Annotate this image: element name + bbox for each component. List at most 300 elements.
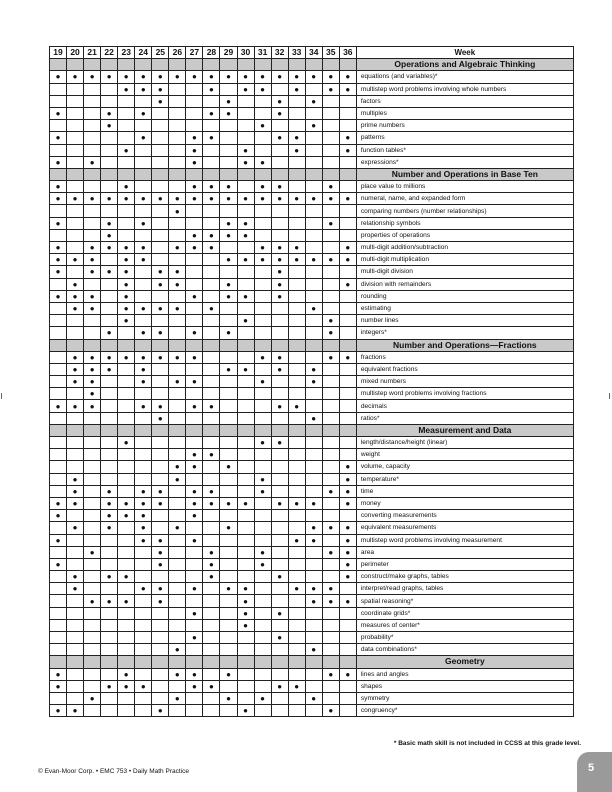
week-cell — [322, 571, 339, 583]
dot-mark: ● — [277, 633, 283, 643]
week-cell — [254, 156, 271, 168]
dot-mark: ● — [277, 608, 283, 618]
dot-mark: ● — [209, 109, 214, 119]
week-cell — [50, 473, 67, 485]
dot-mark: ● — [140, 511, 146, 521]
week-cell — [169, 193, 186, 205]
week-cell — [186, 376, 203, 388]
week-cell — [288, 363, 305, 375]
week-cell — [152, 363, 169, 375]
skill-row — [50, 632, 574, 644]
week-cell — [84, 327, 101, 339]
week-cell — [152, 558, 169, 570]
week-cell — [237, 302, 254, 314]
dot-mark: ● — [106, 121, 112, 131]
week-cell — [135, 376, 152, 388]
section-shade-cell — [118, 59, 135, 71]
week-cell — [152, 71, 169, 83]
dot-mark: ● — [55, 267, 61, 277]
week-cell — [67, 412, 84, 424]
week-cell — [101, 95, 118, 107]
week-cell — [50, 229, 67, 241]
week-cell — [50, 242, 67, 254]
dot-mark: ● — [328, 328, 334, 338]
week-cell — [135, 327, 152, 339]
section-shade-cell — [305, 656, 322, 668]
week-cell — [50, 351, 67, 363]
week-cell — [118, 607, 135, 619]
skill-row — [50, 193, 574, 205]
dot-mark: ● — [157, 96, 163, 106]
week-cell — [101, 595, 118, 607]
week-cell — [322, 546, 339, 558]
week-cell — [220, 619, 237, 631]
week-cell — [135, 461, 152, 473]
dot-mark: ● — [72, 572, 78, 582]
week-cell — [288, 632, 305, 644]
week-cell — [135, 595, 152, 607]
week-cell — [67, 351, 84, 363]
week-cell — [271, 327, 288, 339]
section-shade-cell — [135, 656, 152, 668]
skill-label: congruency* — [356, 705, 573, 717]
week-cell — [135, 254, 152, 266]
week-cell — [203, 558, 220, 570]
skill-row — [50, 363, 574, 375]
week-cell — [305, 388, 322, 400]
week-cell — [186, 680, 203, 692]
week-cell — [254, 327, 271, 339]
week-cell — [339, 107, 356, 119]
dot-mark: ● — [294, 84, 300, 94]
week-cell — [305, 583, 322, 595]
dot-mark: ● — [191, 72, 197, 82]
section-shade-cell — [322, 339, 339, 351]
week-cell — [220, 644, 237, 656]
section-shade-cell — [101, 656, 118, 668]
week-cell — [101, 619, 118, 631]
week-cell — [220, 217, 237, 229]
dot-mark: ● — [191, 182, 197, 192]
week-cell — [84, 571, 101, 583]
section-shade-cell — [186, 59, 203, 71]
week-cell — [186, 107, 203, 119]
week-cell — [50, 388, 67, 400]
section-shade-cell — [203, 339, 220, 351]
week-cell — [135, 144, 152, 156]
dot-mark: ● — [89, 694, 95, 704]
dot-mark: ● — [311, 413, 317, 423]
week-cell — [67, 363, 84, 375]
week-cell — [203, 388, 220, 400]
week-cell — [220, 107, 237, 119]
week-cell — [186, 571, 203, 583]
week-cell — [271, 315, 288, 327]
section-shade-cell — [169, 168, 186, 180]
section-shade-cell — [101, 339, 118, 351]
week-cell — [254, 522, 271, 534]
dot-mark: ● — [55, 133, 61, 143]
week-cell — [118, 692, 135, 704]
week-cell — [220, 193, 237, 205]
section-shade-cell — [203, 168, 220, 180]
week-cell — [135, 583, 152, 595]
dot-mark: ● — [277, 194, 283, 204]
dot-mark: ● — [260, 438, 265, 448]
dot-mark: ● — [294, 535, 300, 545]
week-cell — [288, 449, 305, 461]
week-cell — [118, 461, 135, 473]
week-cell — [101, 376, 118, 388]
skill-row — [50, 242, 574, 254]
week-cell — [186, 363, 203, 375]
week-cell — [50, 363, 67, 375]
week-cell — [305, 83, 322, 95]
week-cell — [169, 229, 186, 241]
week-cell — [135, 497, 152, 509]
week-cell — [322, 497, 339, 509]
dot-mark: ● — [191, 243, 197, 253]
week-cell — [152, 254, 169, 266]
dot-mark: ● — [277, 364, 283, 374]
week-cell — [67, 595, 84, 607]
week-cell — [169, 242, 186, 254]
skill-row — [50, 668, 574, 680]
week-cell — [50, 692, 67, 704]
skill-row — [50, 107, 574, 119]
week-cell — [322, 132, 339, 144]
week-cell — [50, 290, 67, 302]
dot-mark: ● — [123, 669, 129, 679]
week-cell — [288, 522, 305, 534]
week-cell — [186, 327, 203, 339]
week-cell — [339, 193, 356, 205]
week-cell — [67, 205, 84, 217]
section-shade-cell — [271, 168, 288, 180]
week-cell — [101, 644, 118, 656]
week-cell — [339, 351, 356, 363]
dot-mark: ● — [106, 267, 112, 277]
week-cell — [67, 95, 84, 107]
week-cell — [152, 242, 169, 254]
week-cell — [118, 254, 135, 266]
dot-mark: ● — [123, 352, 129, 362]
week-cell — [339, 217, 356, 229]
dot-mark: ● — [209, 72, 214, 82]
week-cell — [50, 71, 67, 83]
week-cell — [203, 315, 220, 327]
skill-row — [50, 95, 574, 107]
dot-mark: ● — [294, 584, 300, 594]
section-header-row — [50, 168, 574, 180]
dot-mark: ● — [89, 291, 95, 301]
dot-mark: ● — [328, 255, 334, 265]
week-cell — [101, 680, 118, 692]
week-cell — [339, 266, 356, 278]
week-cell — [135, 351, 152, 363]
week-cell — [50, 632, 67, 644]
dot-mark: ● — [243, 194, 248, 204]
week-cell — [237, 583, 254, 595]
dot-mark: ● — [157, 401, 163, 411]
dot-mark: ● — [328, 194, 334, 204]
dot-mark: ● — [294, 72, 300, 82]
section-shade-cell — [203, 424, 220, 436]
dot-mark: ● — [123, 316, 129, 326]
dot-mark: ● — [328, 84, 334, 94]
week-cell — [322, 290, 339, 302]
week-cell — [288, 266, 305, 278]
dot-mark: ● — [89, 389, 95, 399]
week-cell — [271, 546, 288, 558]
week-cell — [271, 497, 288, 509]
week-cell — [101, 71, 118, 83]
week-cell — [220, 278, 237, 290]
dot-mark: ● — [311, 304, 317, 314]
dot-mark: ● — [140, 584, 146, 594]
week-cell — [135, 363, 152, 375]
dot-mark: ● — [345, 133, 351, 143]
week-cell — [135, 449, 152, 461]
week-cell — [271, 583, 288, 595]
dot-mark: ● — [294, 133, 300, 143]
skill-label: interpret/read graphs, tables — [356, 583, 573, 595]
week-cell — [271, 205, 288, 217]
week-cell — [203, 205, 220, 217]
skill-row — [50, 546, 574, 558]
week-cell — [50, 266, 67, 278]
week-cell — [305, 144, 322, 156]
week-cell — [203, 254, 220, 266]
week-cell — [254, 583, 271, 595]
week-cell — [322, 644, 339, 656]
week-cell — [186, 497, 203, 509]
week-cell — [118, 668, 135, 680]
week-cell — [135, 156, 152, 168]
skill-label: temperature* — [356, 473, 573, 485]
skill-row — [50, 132, 574, 144]
dot-mark: ● — [174, 243, 180, 253]
week-cell — [271, 278, 288, 290]
dot-mark: ● — [191, 499, 197, 509]
skill-label: patterns — [356, 132, 573, 144]
section-shade-cell — [305, 168, 322, 180]
week-cell — [152, 132, 169, 144]
week-cell — [67, 71, 84, 83]
week-cell — [67, 217, 84, 229]
week-cell — [50, 400, 67, 412]
week-cell — [118, 558, 135, 570]
dot-mark: ● — [243, 157, 248, 167]
dot-mark: ● — [55, 157, 61, 167]
week-cell — [237, 437, 254, 449]
dot-mark: ● — [106, 72, 112, 82]
week-cell — [50, 607, 67, 619]
week-cell — [288, 120, 305, 132]
week-cell — [118, 680, 135, 692]
week-cell — [288, 692, 305, 704]
week-cell — [322, 619, 339, 631]
week-cell — [135, 619, 152, 631]
section-title: Operations and Algebraic Thinking — [356, 59, 573, 71]
week-cell — [339, 534, 356, 546]
skill-label: properties of operations — [356, 229, 573, 241]
week-cell — [339, 229, 356, 241]
week-cell — [220, 266, 237, 278]
week-cell — [203, 229, 220, 241]
week-cell — [322, 473, 339, 485]
week-cell — [322, 156, 339, 168]
skill-row — [50, 205, 574, 217]
week-cell — [101, 400, 118, 412]
week-cell — [271, 619, 288, 631]
dot-mark: ● — [106, 230, 112, 240]
week-cell — [322, 558, 339, 570]
week-cell — [237, 412, 254, 424]
dot-mark: ● — [123, 145, 129, 155]
dot-mark: ● — [174, 377, 180, 387]
section-shade-cell — [220, 656, 237, 668]
week-cell — [186, 290, 203, 302]
week-cell — [288, 497, 305, 509]
week-cell — [305, 668, 322, 680]
dot-mark: ● — [55, 109, 61, 119]
dot-mark: ● — [157, 706, 163, 716]
week-cell — [135, 558, 152, 570]
week-cell — [271, 95, 288, 107]
week-cell — [50, 107, 67, 119]
dot-mark: ● — [174, 694, 180, 704]
week-cell — [288, 461, 305, 473]
week-cell — [169, 95, 186, 107]
dot-mark: ● — [209, 547, 214, 557]
dot-mark: ● — [311, 72, 317, 82]
week-cell — [305, 205, 322, 217]
skill-label: multistep word problems involving fractions — [356, 388, 573, 400]
week-cell — [220, 388, 237, 400]
dot-mark: ● — [140, 535, 146, 545]
section-shade-cell — [101, 424, 118, 436]
week-cell — [237, 144, 254, 156]
week-cell — [220, 302, 237, 314]
week-cell — [152, 388, 169, 400]
week-cell — [237, 619, 254, 631]
week-cell — [50, 558, 67, 570]
dot-mark: ● — [345, 72, 351, 82]
week-cell — [101, 388, 118, 400]
week-cell — [220, 254, 237, 266]
dot-mark: ● — [89, 364, 95, 374]
dot-mark: ● — [191, 669, 197, 679]
week-cell — [271, 290, 288, 302]
week-cell — [67, 437, 84, 449]
dot-mark: ● — [209, 486, 214, 496]
dot-mark: ● — [226, 194, 231, 204]
section-shade-cell — [254, 656, 271, 668]
week-cell — [203, 363, 220, 375]
week-cell — [169, 156, 186, 168]
dot-mark: ● — [311, 377, 317, 387]
week-cell — [288, 595, 305, 607]
week-cell — [169, 583, 186, 595]
section-shade-cell — [220, 59, 237, 71]
dot-mark: ● — [243, 608, 248, 618]
week-cell — [84, 412, 101, 424]
dot-mark: ● — [243, 230, 248, 240]
week-cell — [152, 497, 169, 509]
week-cell — [220, 534, 237, 546]
week-cell — [237, 242, 254, 254]
week-cell — [220, 120, 237, 132]
dot-mark: ● — [328, 72, 334, 82]
week-cell — [288, 510, 305, 522]
week-number: 33 — [288, 47, 305, 59]
week-cell — [50, 571, 67, 583]
week-cell — [339, 583, 356, 595]
dot-mark: ● — [140, 681, 146, 691]
week-cell — [322, 71, 339, 83]
week-cell — [169, 473, 186, 485]
section-shade-cell — [254, 59, 271, 71]
section-shade-cell — [254, 424, 271, 436]
week-cell — [288, 327, 305, 339]
week-cell — [339, 705, 356, 717]
week-cell — [271, 229, 288, 241]
week-cell — [118, 485, 135, 497]
week-cell — [237, 193, 254, 205]
week-cell — [288, 144, 305, 156]
week-cell — [322, 181, 339, 193]
week-cell — [67, 107, 84, 119]
week-cell — [84, 290, 101, 302]
week-cell — [118, 632, 135, 644]
week-cell — [288, 302, 305, 314]
week-cell — [152, 278, 169, 290]
dot-mark: ● — [226, 218, 231, 228]
skill-row — [50, 400, 574, 412]
skill-row — [50, 83, 574, 95]
section-shade-cell — [322, 656, 339, 668]
week-cell — [50, 534, 67, 546]
week-number: 26 — [169, 47, 186, 59]
section-shade-cell — [237, 168, 254, 180]
week-cell — [220, 595, 237, 607]
week-cell — [237, 644, 254, 656]
week-cell — [101, 485, 118, 497]
week-cell — [203, 351, 220, 363]
week-cell — [101, 668, 118, 680]
section-shade-cell — [339, 59, 356, 71]
week-cell — [50, 546, 67, 558]
skill-label: volume, capacity — [356, 461, 573, 473]
week-cell — [339, 242, 356, 254]
week-cell — [220, 205, 237, 217]
dot-mark: ● — [328, 218, 334, 228]
week-cell — [152, 632, 169, 644]
dot-mark: ● — [277, 267, 283, 277]
week-cell — [339, 205, 356, 217]
skill-row — [50, 437, 574, 449]
week-cell — [152, 583, 169, 595]
week-cell — [237, 632, 254, 644]
skill-row — [50, 534, 574, 546]
dot-mark: ● — [243, 255, 248, 265]
week-cell — [135, 107, 152, 119]
week-cell — [322, 278, 339, 290]
dot-mark: ● — [328, 352, 334, 362]
week-cell — [135, 692, 152, 704]
section-shade-cell — [322, 424, 339, 436]
